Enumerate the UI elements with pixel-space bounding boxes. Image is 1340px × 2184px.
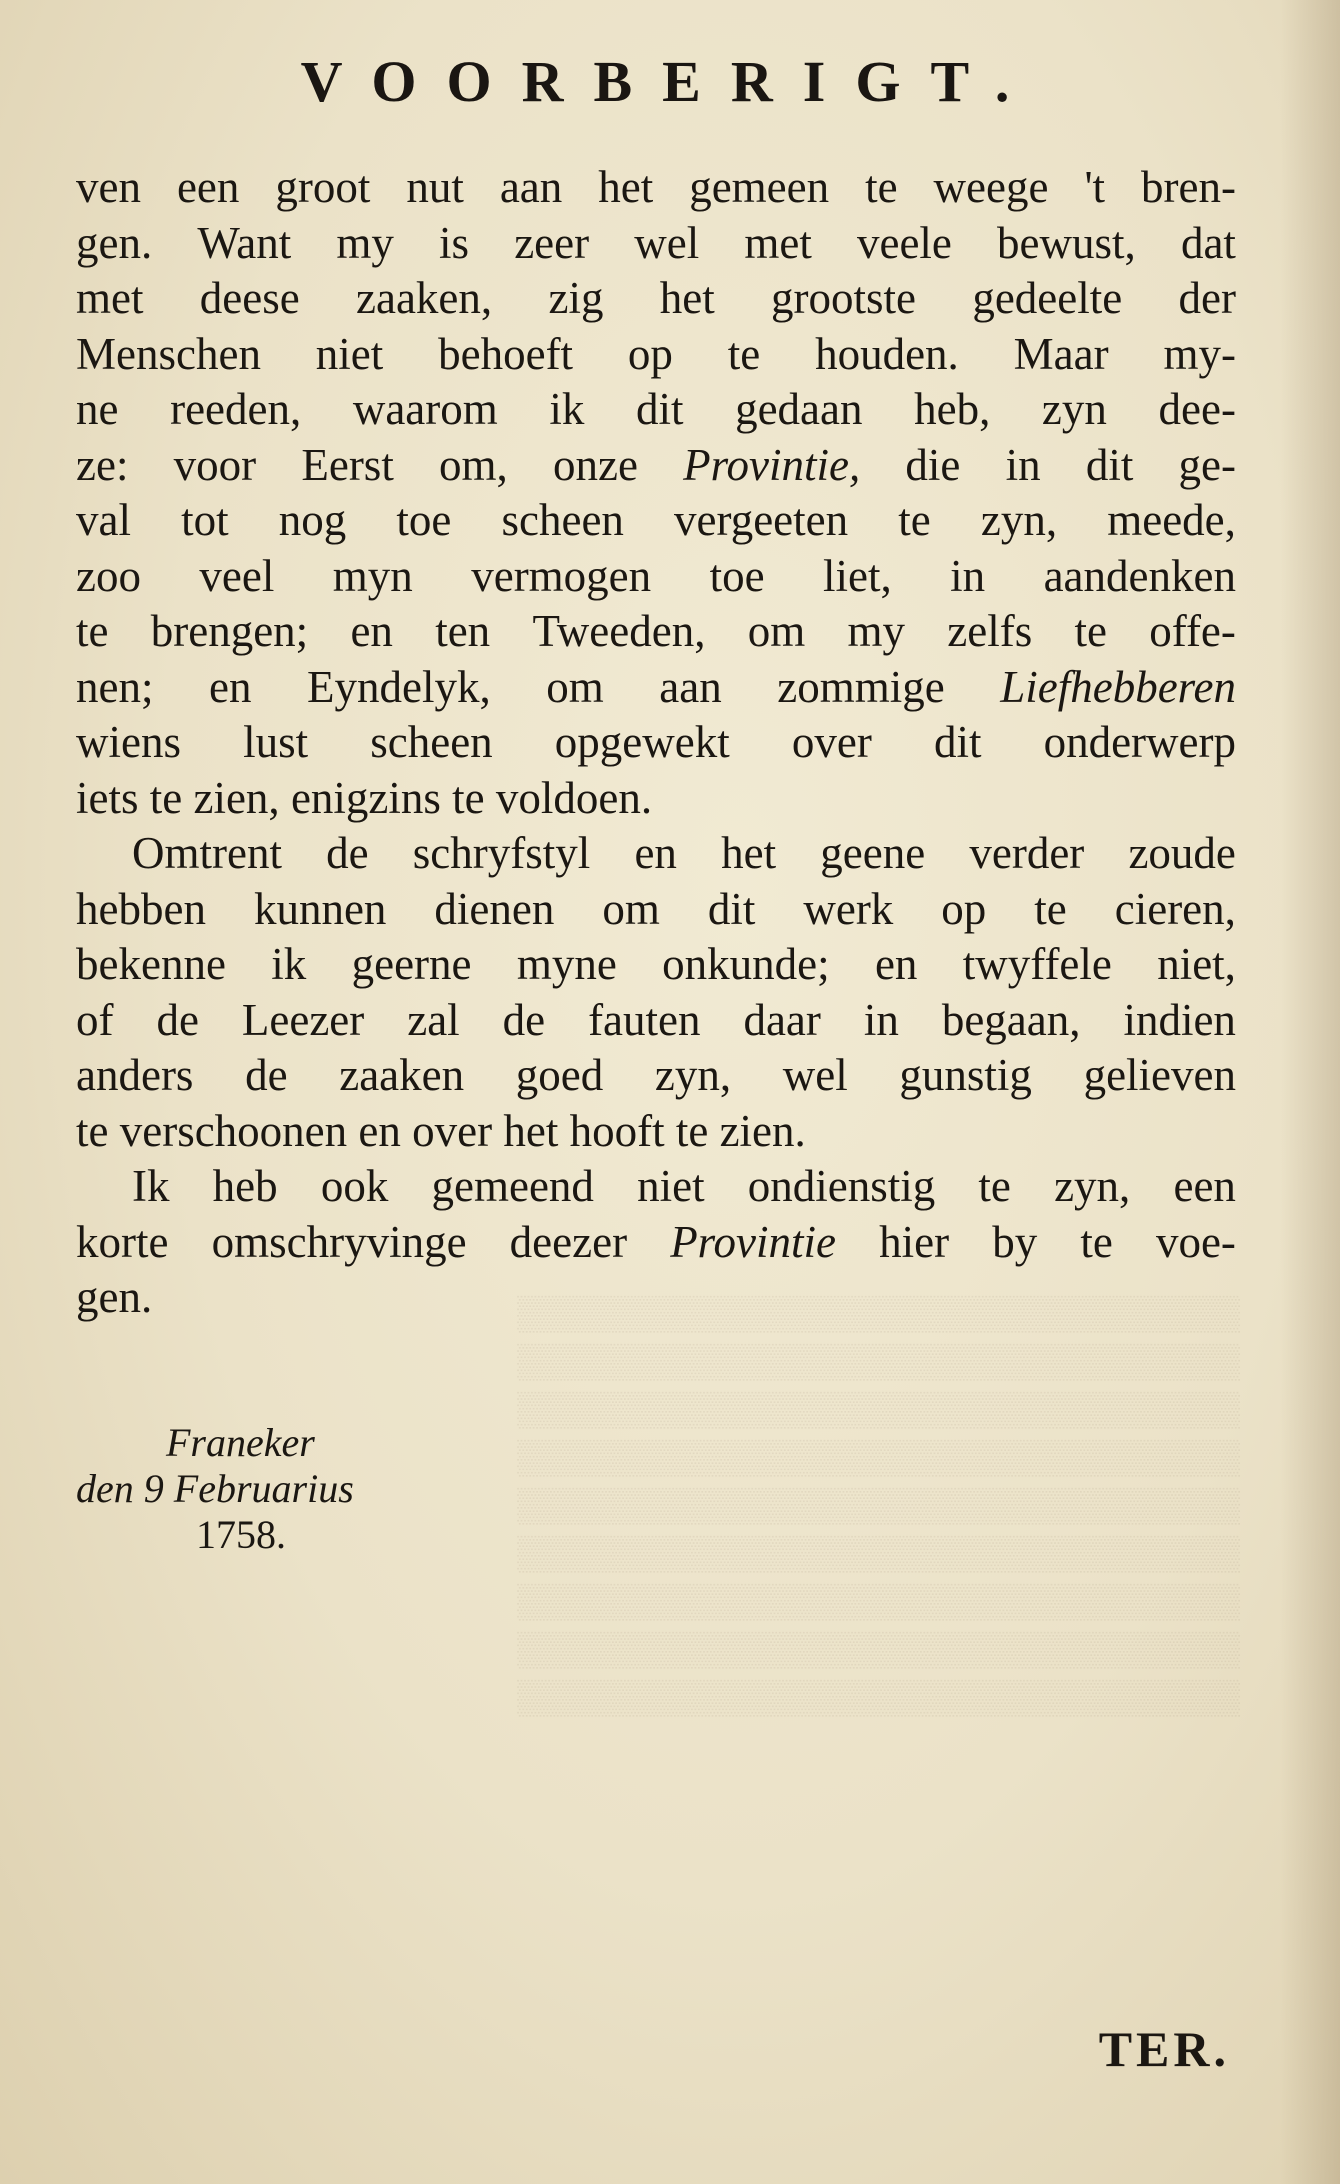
word: en [209, 661, 252, 712]
word: begaan, [941, 994, 1081, 1045]
word: zelfs [947, 606, 1033, 656]
word: zig [548, 273, 604, 323]
word: te [978, 1161, 1011, 1211]
text-line [76, 882, 1236, 938]
word: val [76, 495, 131, 545]
word: behoeft [438, 328, 574, 379]
word: om [747, 606, 806, 656]
word: ik [549, 384, 585, 434]
word: scheen [370, 717, 493, 767]
word: goed [515, 1050, 604, 1100]
word: op [941, 883, 987, 934]
text-line [76, 1104, 1236, 1160]
word: geerne [351, 939, 472, 989]
word: onkunde; [662, 939, 830, 989]
word: wel [782, 1050, 848, 1100]
page-header-title: VOORBERIGT. [300, 49, 1040, 114]
word: ze: [76, 439, 129, 490]
word: vermogen [471, 550, 652, 601]
word: en [874, 939, 918, 989]
word: bewust, [997, 217, 1136, 268]
text-line [76, 327, 1236, 383]
word: twyffele [962, 939, 1112, 989]
signature-year: 1758. [196, 1512, 286, 1557]
word: onderwerp [1043, 717, 1236, 767]
word: verder [969, 828, 1085, 878]
word: Eyndelyk, [307, 661, 491, 712]
word: dit [707, 883, 756, 934]
word: voldoen. [495, 772, 653, 823]
word: zien. [719, 1105, 806, 1156]
word: brengen; [150, 606, 309, 656]
word: reeden, [170, 384, 302, 434]
word: dee- [1158, 384, 1236, 434]
word: de [502, 994, 546, 1045]
word: tot [181, 495, 229, 545]
word: de [326, 828, 369, 878]
word: Leezer [241, 994, 365, 1045]
text-line [76, 660, 1236, 716]
word: zyn [1041, 384, 1107, 434]
word: een [1173, 1161, 1236, 1211]
word: het [598, 162, 654, 212]
word: heb, [914, 384, 991, 434]
word: gemeend [431, 1161, 594, 1211]
word: een [176, 162, 240, 212]
word: te [76, 606, 109, 656]
word: voor [173, 439, 257, 490]
word: kunnen [253, 883, 387, 934]
word: te [452, 772, 496, 823]
text-line [76, 715, 1236, 771]
word: gemeen [689, 162, 830, 212]
word: zoude [1128, 828, 1236, 878]
word: met [744, 217, 812, 268]
body-text [76, 160, 1236, 1326]
word: my [847, 606, 906, 656]
word: dienen [434, 883, 555, 934]
text-line [76, 493, 1236, 549]
word: zyn, [980, 495, 1058, 545]
word: Maar [1013, 328, 1109, 379]
word: by [992, 1216, 1038, 1267]
text-line [76, 604, 1236, 660]
word: en [358, 1105, 413, 1156]
catchword: TER. [1098, 2021, 1230, 2077]
word: werk [803, 883, 894, 934]
word: myne [516, 939, 617, 989]
word: te [865, 162, 898, 212]
signature-place: Franeker [166, 1420, 315, 1465]
word: aandenken [1043, 550, 1236, 601]
word: veele [856, 217, 952, 268]
word: my [336, 217, 394, 268]
word: gen. [76, 1272, 153, 1322]
word: ik [271, 939, 307, 989]
text-line [76, 216, 1236, 272]
word: zien, [193, 772, 291, 823]
text-line [76, 1215, 1236, 1271]
word: ten [435, 606, 491, 656]
text-line [76, 937, 1236, 993]
word: en [350, 606, 393, 656]
word: te [1034, 883, 1067, 934]
word: myn [332, 550, 413, 601]
word: toe [396, 495, 452, 545]
word: te [727, 328, 761, 379]
word: te [1074, 606, 1107, 656]
word: anders [76, 1050, 194, 1100]
word: Ik [132, 1161, 170, 1211]
text-line [76, 771, 1236, 827]
word: met [76, 273, 144, 323]
text-line [76, 1159, 1236, 1215]
word: 't [1084, 162, 1106, 212]
word: om, [439, 439, 508, 490]
word: verschoonen [119, 1105, 359, 1156]
word: iets [76, 772, 150, 823]
word: zyn, [1054, 1161, 1131, 1211]
word: en [634, 828, 677, 878]
word: zaaken [339, 1050, 465, 1100]
word: der [1178, 273, 1236, 323]
word: omschryvinge [211, 1216, 467, 1267]
word: Menschen [76, 328, 261, 379]
word: te [76, 1105, 120, 1156]
text-line [76, 160, 1236, 216]
word: deezer [509, 1216, 628, 1267]
word: die [905, 439, 961, 490]
text-line [76, 826, 1236, 882]
show-through-texture: ▒▒▒▒▒▒▒▒▒▒▒▒▒▒▒▒▒▒▒▒▒▒▒▒▒▒▒▒▒▒ ▒▒▒▒▒▒▒▒▒▒▒▒▒▒▒▒▒▒▒▒▒▒▒▒▒▒▒▒▒▒ ▒▒▒▒▒▒▒▒▒▒▒▒▒▒▒▒▒▒▒▒▒▒▒▒▒▒▒▒▒▒ ▒▒▒▒▒▒▒▒▒▒▒▒▒▒▒▒▒▒▒▒▒▒▒▒▒▒▒▒▒▒ ▒▒▒▒▒▒▒▒▒▒▒▒▒▒▒▒▒▒▒▒▒▒▒▒▒▒▒▒▒▒ ▒▒▒▒▒▒▒▒▒▒▒▒▒▒▒▒▒▒▒▒▒▒▒▒▒▒▒▒▒▒ ▒▒▒▒▒▒▒▒▒▒▒▒▒▒▒▒▒▒▒▒▒▒▒▒▒▒▒▒▒▒ ▒▒▒▒▒▒▒▒▒▒▒▒▒▒▒▒▒▒▒▒▒▒▒▒▒▒▒▒▒▒ ▒▒▒▒▒▒▒▒▒▒▒▒▒▒▒▒▒▒▒▒▒▒▒▒▒▒▒▒▒▒ [517, 1295, 1240, 1716]
word: om [602, 883, 660, 934]
word: veel [199, 550, 275, 601]
word: hebben [76, 883, 206, 934]
word: ne [76, 384, 119, 434]
word: ondienstig [747, 1161, 936, 1211]
word: toe [709, 550, 765, 601]
word: Tweeden, [532, 606, 706, 656]
word: Omtrent [132, 828, 282, 878]
word: nen; [76, 661, 154, 712]
signature-block [76, 1420, 354, 1558]
word: cieren, [1114, 883, 1236, 934]
word: geene [820, 828, 926, 878]
word: dit [933, 717, 982, 767]
word: onze [553, 439, 638, 490]
word: bekenne [76, 939, 226, 989]
signature-date: den 9 Februarius [76, 1466, 354, 1511]
word: deese [199, 273, 300, 323]
word: zoo [76, 550, 141, 601]
word: wel [634, 217, 700, 268]
word: dat [1180, 217, 1236, 268]
word: of [76, 994, 114, 1045]
word: nut [406, 162, 464, 212]
word: my- [1163, 328, 1236, 379]
word: Eerst [301, 439, 394, 490]
word: nog [278, 495, 347, 545]
word: dit [635, 384, 684, 434]
word: dit [1085, 439, 1134, 490]
word: grootste [771, 273, 917, 323]
word: schryfstyl [412, 828, 591, 878]
word: gunstig [899, 1050, 1032, 1100]
text-line [76, 549, 1236, 605]
word: gedeelte [972, 273, 1123, 323]
word: fauten [588, 994, 701, 1045]
word: het [503, 1105, 570, 1156]
word: te [1080, 1216, 1113, 1267]
word: Liefhebberen [1000, 661, 1236, 712]
text-line [76, 438, 1236, 494]
word: te [675, 1105, 720, 1156]
word: opgewekt [554, 717, 730, 767]
text-line [76, 1270, 1236, 1326]
word: over [791, 717, 872, 767]
word: vergeeten [674, 495, 849, 545]
word: korte [76, 1216, 169, 1267]
text-line [76, 1048, 1236, 1104]
word: ook [320, 1161, 389, 1211]
word: zyn, [654, 1050, 732, 1100]
word: over [412, 1105, 504, 1156]
word: enigzins [290, 772, 453, 823]
word: het [659, 273, 715, 323]
word: scheen [501, 495, 624, 545]
word: meede, [1107, 495, 1236, 545]
word: offe- [1149, 606, 1236, 656]
word: in [1005, 439, 1041, 490]
word: zeer [514, 217, 590, 268]
word: waarom [352, 384, 498, 434]
page-edge-shadow [1280, 0, 1340, 2184]
word: wiens [76, 717, 181, 767]
word: niet [315, 328, 384, 379]
word: is [439, 217, 470, 268]
word: bren- [1141, 162, 1236, 212]
word: weege [933, 162, 1049, 212]
word: zal [407, 994, 460, 1045]
word: gelieven [1083, 1050, 1236, 1100]
word: zaaken, [356, 273, 493, 323]
word: heb [212, 1161, 278, 1211]
word: hooft [569, 1105, 676, 1156]
word: in [950, 550, 986, 601]
word: lust [243, 717, 309, 767]
word: het [721, 828, 777, 878]
word: voe- [1155, 1216, 1236, 1267]
word: niet [637, 1161, 705, 1211]
word: in [863, 994, 899, 1045]
word: groot [275, 162, 371, 212]
word: gedaan [735, 384, 863, 434]
word: houden. [815, 328, 959, 379]
text-line [76, 993, 1236, 1049]
word: de [156, 994, 199, 1045]
word: te [149, 772, 194, 823]
word: de [245, 1050, 288, 1100]
word: ge- [1178, 439, 1236, 490]
text-line [76, 382, 1236, 438]
word: ven [76, 162, 141, 212]
word: daar [743, 994, 821, 1045]
word: Provintie, [683, 439, 861, 490]
word: gen. [76, 217, 153, 268]
word: niet, [1157, 939, 1236, 989]
text-line [76, 271, 1236, 327]
word: zommige [777, 661, 945, 712]
word: Provintie [670, 1216, 836, 1267]
word: om [546, 661, 604, 712]
word: Want [197, 217, 292, 268]
word: te [898, 495, 931, 545]
word: aan [499, 162, 563, 212]
word: hier [879, 1216, 950, 1267]
word: indien [1123, 994, 1236, 1045]
word: op [627, 328, 673, 379]
word: liet, [822, 550, 892, 601]
word: aan [659, 661, 722, 712]
